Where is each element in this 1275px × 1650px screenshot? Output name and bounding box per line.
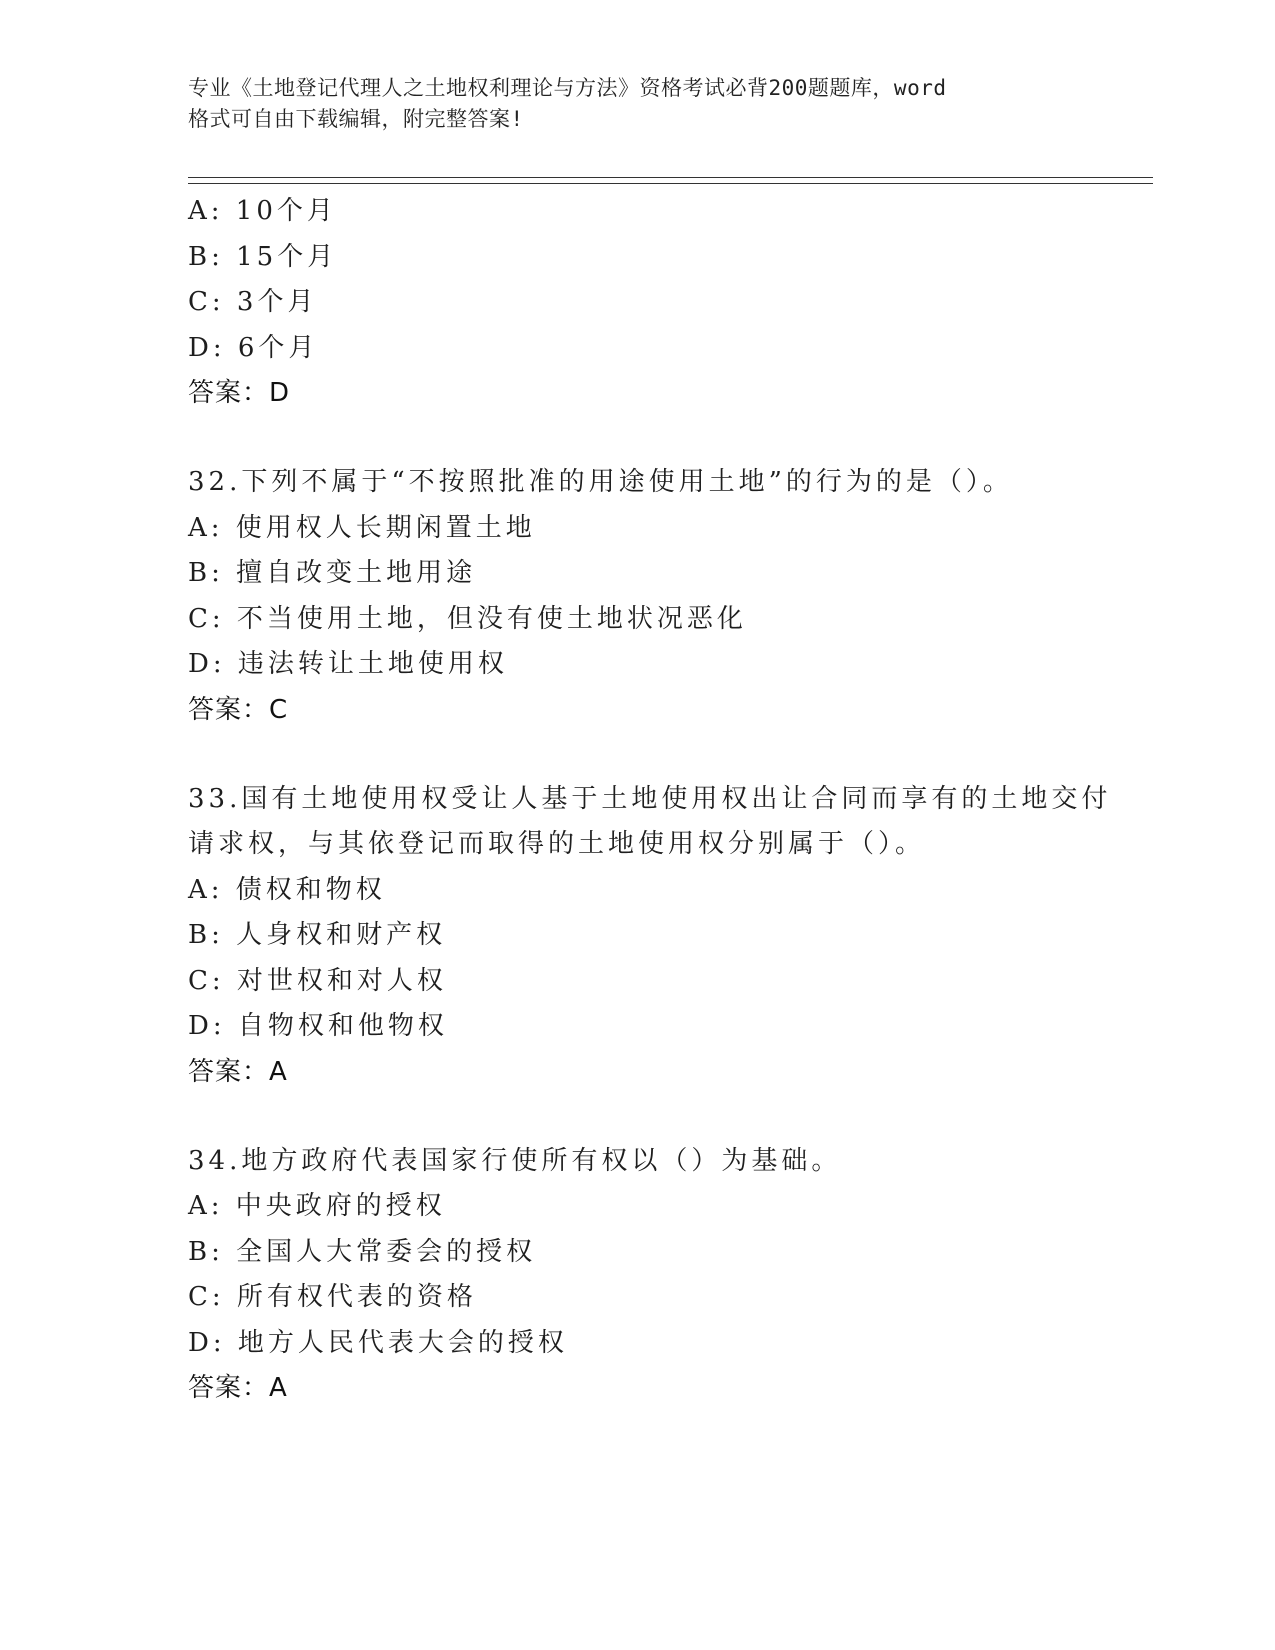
header-divider-bottom	[188, 183, 1153, 184]
option-d: D: 地方人民代表大会的授权	[188, 1327, 568, 1358]
option-d: D: 6个月	[188, 332, 319, 363]
header-line-2: 格式可自由下载编辑，附完整答案!	[188, 107, 524, 131]
option-a: A: 10个月	[188, 196, 337, 226]
option-c: C: 所有权代表的资格	[188, 1282, 477, 1312]
option-c: C: 3个月	[188, 287, 318, 317]
question-text-line-2: 请求权，与其依登记而取得的土地使用权分别属于（）。	[188, 829, 926, 859]
answer-line: 答案：A	[188, 1056, 288, 1087]
option-b: B: 人身权和财产权	[188, 920, 447, 950]
question-text: 34.地方政府代表国家行使所有权以（）为基础。	[188, 1145, 842, 1176]
question-list	[188, 189, 1112, 1411]
option-b: B: 全国人大常委会的授权	[188, 1236, 537, 1267]
option-b: B: 擅自改变土地用途	[188, 558, 477, 588]
option-d: D: 违法转让土地使用权	[188, 649, 508, 679]
option-a: A: 使用权人长期闲置土地	[188, 512, 536, 543]
question-block	[188, 189, 1088, 416]
option-c: C: 不当使用土地，但没有使土地状况恶化	[188, 603, 747, 634]
header-line-1: 专业《土地登记代理人之土地权利理论与方法》资格考试必背200题题库，word	[188, 76, 947, 100]
answer-line: 答案：C	[188, 694, 289, 725]
question-block	[188, 460, 1088, 733]
answer-line: 答案：D	[188, 378, 291, 408]
option-a: A: 中央政府的授权	[188, 1191, 446, 1221]
question-block	[188, 777, 1112, 1095]
option-b: B: 15个月	[188, 241, 338, 272]
question-text: 32.下列不属于“不按照批准的用途使用土地”的行为的是（）。	[188, 467, 1013, 497]
option-c: C: 对世权和对人权	[188, 965, 447, 996]
question-block	[188, 1139, 1088, 1412]
answer-line: 答案：A	[188, 1373, 288, 1403]
document-header	[188, 73, 1068, 135]
option-a: A: 债权和物权	[188, 874, 386, 905]
option-d: D: 自物权和他物权	[188, 1011, 448, 1041]
header-divider-top	[188, 177, 1153, 178]
question-text-line-1: 33.国有土地使用权受让人基于土地使用权出让合同而享有的土地交付	[188, 783, 1112, 814]
